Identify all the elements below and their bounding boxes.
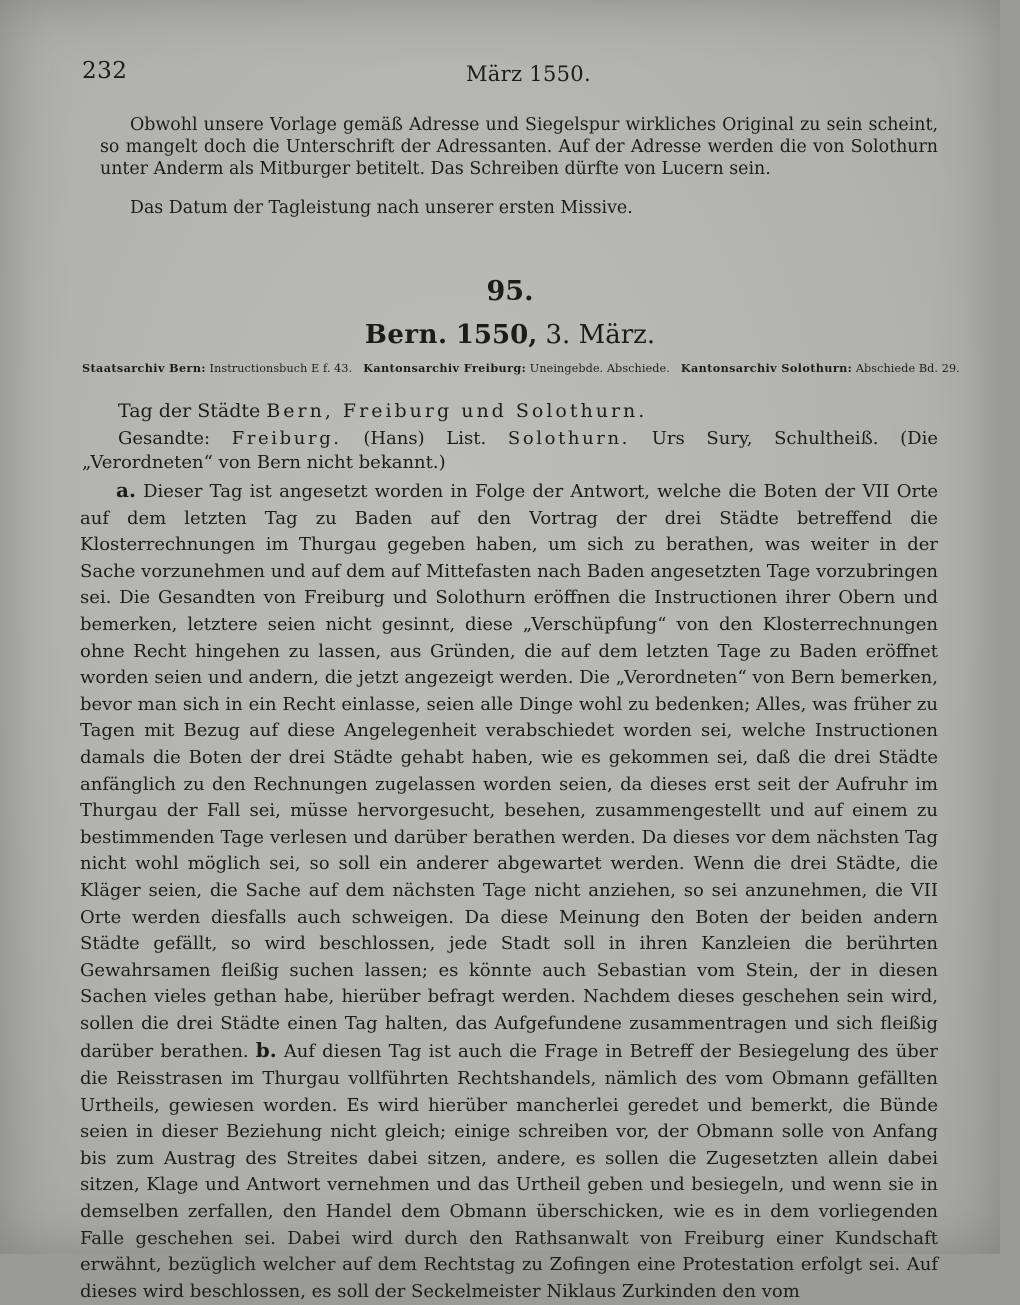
envoy-name: (Hans) List. xyxy=(363,428,487,449)
envoy-city: Freiburg. xyxy=(231,428,342,449)
envoy-city: Solothurn. xyxy=(507,428,631,449)
heading-place: Bern. xyxy=(364,320,448,350)
gathering-prefix: Tag der Städte xyxy=(118,400,261,422)
section-b-text: Auf diesen Tag ist auch die Frage in Betreff der Besiegelung des über die Reisstrasen im Thurgau vollführten Rechtshandels, nämlich des vom Obmann gefällten Urtheils, gewiesen worden. Es wird hierüber mancherlei geredet und bemerkt, die Bünde seien in dieser Beziehung nicht gleich; einige schreiben vor, der Obmann solle von Anfang bis zum Austrag des Streites dabei sitzen, andere, es sollen die Zugesetzten allein dabei sitzen, Klage und Antwort vernehmen und das Urtheil geben und besiegeln, und wenn sie in demselben zerfallen, den Handel dem Obmann überschicken, wie es in dem vorliegenden Falle geschehen sei. Dabei wird durch den Rathsanwalt von Freiburg einer Kundschaft erwähnt, bezüglich welcher auf dem Rechtstag zu Zofingen eine Protestation erfolgt sei. Auf dieses wird beschlossen, es soll der Seckelmeister Niklaus Zurkinden den vom xyxy=(80,1041,938,1302)
running-head: März 1550. xyxy=(466,62,591,86)
envoy-name: Urs Sury, Schultheiß. (Die „Verordneten“ von Bern nicht bekannt.) xyxy=(82,428,938,473)
heading-date: 3. März. xyxy=(545,320,656,350)
page-number: 232 xyxy=(82,58,128,84)
section-mark-a: a. xyxy=(116,478,136,502)
gathering-places: Bern, Freiburg und Solothurn. xyxy=(266,400,648,422)
source-references xyxy=(82,361,960,376)
document-heading xyxy=(0,320,1020,350)
source-ref: Abschiede Bd. 29. xyxy=(855,362,960,375)
section-mark-b: b. xyxy=(255,1038,277,1063)
source-ref: Uneingebde. Abschiede. xyxy=(529,362,670,375)
source-ref: Instructionsbuch E f. 43. xyxy=(209,362,353,375)
gathering-line xyxy=(118,399,647,423)
footnote-paragraph-date: Das Datum der Tagleistung nach unserer ersten Missive. xyxy=(130,198,633,218)
source-archive: Kantonsarchiv Freiburg: xyxy=(363,361,527,375)
source-archive: Kantonsarchiv Solothurn: xyxy=(680,361,853,375)
footnote-paragraph: Obwohl unsere Vorlage gemäß Adresse und Siegelspur wirkliches Original zu sein scheint, so mangelt doch die Unterschrift der Adressanten. Auf der Adresse werden die von Solothurn unter Anderm als Mitburger betitelt. Das Schreiben dürfte von Lucern sein. xyxy=(100,115,938,179)
section-a-text: Dieser Tag ist angesetzt worden in Folge der Antwort, welche die Boten der VII Orte auf dem letzten Tag zu Baden auf den Vortrag der drei Städte betreffend die Klosterrechnungen im Thurgau gegeben haben, um sich zu berathen, was weiter in der Sache vorzunehmen und auf dem auf Mittefasten nach Baden angesetzten Tage vorzubringen sei. Die Gesandten von Freiburg und Solothurn eröffnen die Instructionen ihrer Obern und bemerken, letztere seien nicht gesinnt, diese „Verschüpfung“ von den Klosterrechnungen ohne Recht hingehen zu lassen, aus Gründen, die auf dem letzten Tage zu Baden eröffnet worden seien und andern, die jetzt angezeigt werden. Die „Verordneten“ von Bern bemerken, bevor man sich in ein Recht einlasse, seien alle Dinge wohl zu bedenken; Alles, was früher zu Tagen mit Bezug auf diese Angelegenheit verabschiedet worden sei, welche Instructionen damals die Boten der drei Städte gehabt haben, wie es gekommen sei, daß die drei Städte anfänglich zu den Rechnungen zugelassen worden seien, da dieses erst seit der Aufruhr im Thurgau der Fall sei, müsse hervorgesucht, besehen, zusammengestellt und auf einem zu bestimmenden Tage verlesen und darüber berathen werden. Da dieses vor dem nächsten Tag nicht wohl möglich sei, so soll ein anderer abgewartet werden. Wenn die drei Städte, die Kläger seien, die Sache auf dem nächsten Tage nicht anziehen, so sei anzunehmen, die VII Orte werden diesfalls auch schweigen. Da diese Meinung den Boten der beiden andern Städte gefällt, so wird beschlossen, jede Stadt soll in ihren Kanzleien die berührten Gewahrsamen fleißig suchen lassen; es könnte auch Sebastian vom Stein, der in diesen Sachen vieles gethan habe, hierüber befragt werden. Nachdem dieses geschehen sein wird, sollen die drei Städte einen Tag halten, das Aufgefundene zusammentragen und sich fleißig darüber berathen. xyxy=(80,481,938,1063)
body-paragraph xyxy=(80,477,938,1305)
heading-year: 1550, xyxy=(455,320,538,350)
envoys-label: Gesandte: xyxy=(118,428,211,449)
source-archive: Staatsarchiv Bern: xyxy=(82,361,206,375)
envoys-paragraph xyxy=(82,427,938,475)
document-number: 95. xyxy=(486,276,534,307)
